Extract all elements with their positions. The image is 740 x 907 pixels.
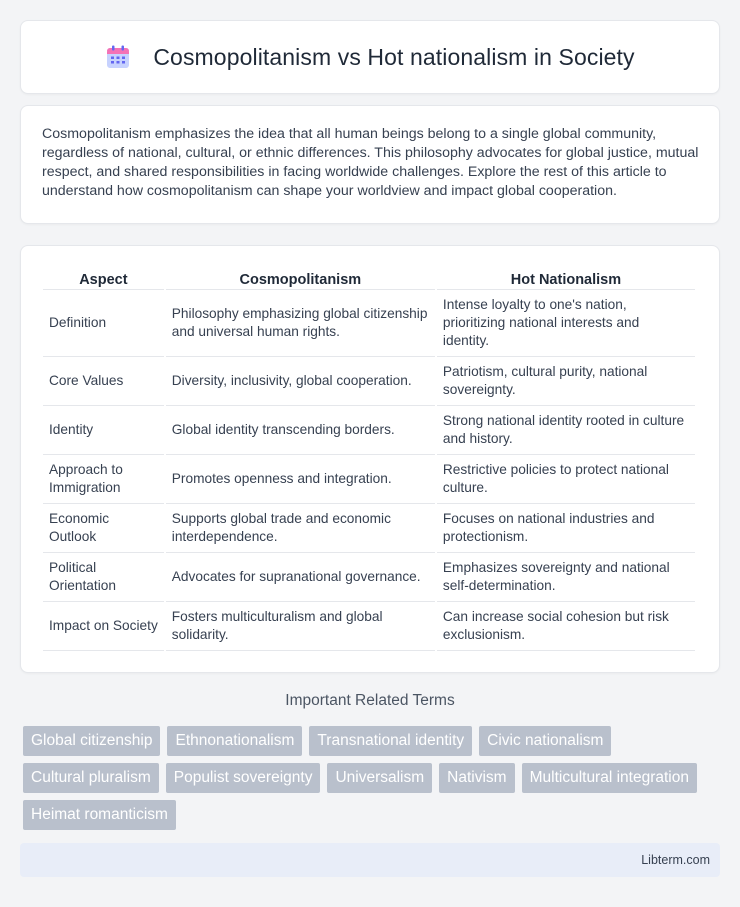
cell-cosmopolitanism: Fosters multiculturalism and global solidarity. [166,602,435,651]
related-term-tag[interactable]: Heimat romanticism [23,800,176,830]
cell-aspect: Impact on Society [43,602,164,651]
cell-aspect: Economic Outlook [43,504,164,553]
related-terms-heading: Important Related Terms [285,692,455,709]
cell-aspect: Identity [43,406,164,455]
cell-aspect: Core Values [43,357,164,406]
comparison-table-card [20,245,720,673]
cell-cosmopolitanism: Advocates for supranational governance. [166,553,435,602]
related-term-tag[interactable]: Transnational identity [309,726,472,756]
header-cosmopolitanism: Cosmopolitanism [166,266,435,290]
related-term-tag[interactable]: Universalism [327,763,432,793]
related-term-tag[interactable]: Ethnonationalism [167,726,302,756]
related-term-tag[interactable]: Populist sovereignty [166,763,321,793]
table-row [43,455,695,504]
calendar-icon [105,44,131,70]
table-header-row [43,266,695,290]
table-row [43,553,695,602]
cell-hot-nationalism: Emphasizes sovereignty and national self-determination. [437,553,695,602]
cell-aspect: Approach to Immigration [43,455,164,504]
footer [20,843,720,877]
cell-hot-nationalism: Patriotism, cultural purity, national sovereignty. [437,357,695,406]
cell-hot-nationalism: Focuses on national industries and protectionism. [437,504,695,553]
cell-hot-nationalism: Strong national identity rooted in culture and history. [437,406,695,455]
page-title: Cosmopolitanism vs Hot nationalism in Society [153,43,635,70]
footer-site-link[interactable]: Libterm.com [641,853,710,867]
title-card [20,20,720,94]
cell-hot-nationalism: Restrictive policies to protect national culture. [437,455,695,504]
table-row [43,406,695,455]
table-row [43,357,695,406]
intro-card [20,105,720,224]
table-row [43,602,695,651]
table-row [43,290,695,357]
header-aspect: Aspect [43,266,164,290]
cell-hot-nationalism: Can increase social cohesion but risk exclusionism. [437,602,695,651]
cell-hot-nationalism: Intense loyalty to one's nation, prioritizing national interests and identity. [437,290,695,357]
related-terms-list [23,726,723,830]
cell-cosmopolitanism: Diversity, inclusivity, global cooperation. [166,357,435,406]
cell-cosmopolitanism: Supports global trade and economic interdependence. [166,504,435,553]
related-term-tag[interactable]: Global citizenship [23,726,160,756]
cell-cosmopolitanism: Promotes openness and integration. [166,455,435,504]
intro-text: Cosmopolitanism emphasizes the idea that all human beings belong to a single global community, regardless of national, cultural, or ethnic differences. This philosophy advocates for global justice, mutual respect, and shared responsibilities in facing worldwide challenges. Explore the rest of this article to understand how cosmopolitanism can shape your worldview and impact global cooperation. [42,126,699,199]
table-row [43,504,695,553]
cell-aspect: Political Orientation [43,553,164,602]
cell-cosmopolitanism: Philosophy emphasizing global citizenship and universal human rights. [166,290,435,357]
related-term-tag[interactable]: Civic nationalism [479,726,611,756]
related-term-tag[interactable]: Multicultural integration [522,763,697,793]
related-term-tag[interactable]: Cultural pluralism [23,763,159,793]
comparison-table [41,266,697,651]
header-hot-nationalism: Hot Nationalism [437,266,695,290]
related-term-tag[interactable]: Nativism [439,763,514,793]
cell-cosmopolitanism: Global identity transcending borders. [166,406,435,455]
cell-aspect: Definition [43,290,164,357]
